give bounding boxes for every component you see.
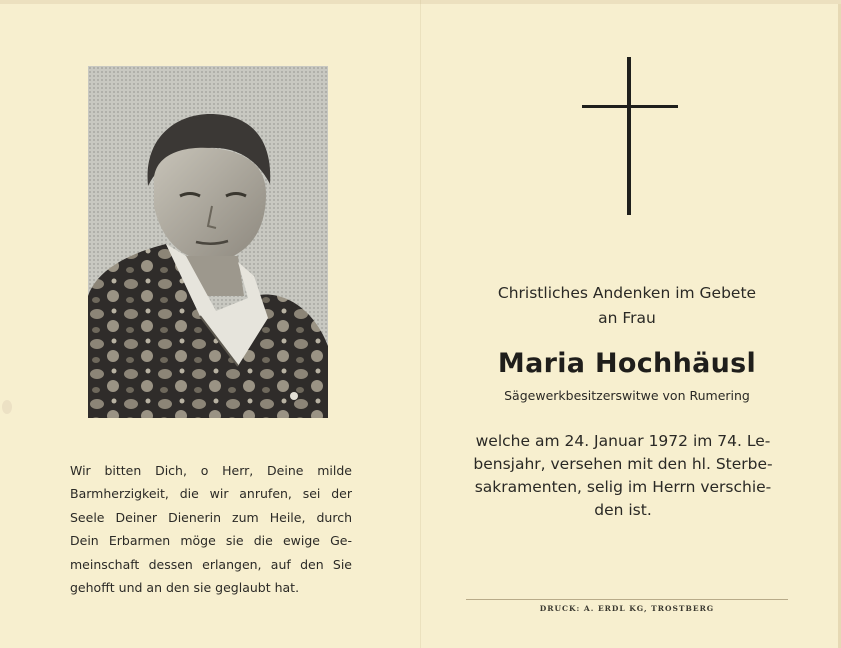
intro-line-1: Christliches Andenken im Gebete [497, 284, 757, 302]
portrait-photo [88, 66, 328, 418]
prayer-line: Seele Deiner Dienerin zum Heile, durch [70, 509, 352, 525]
printer-imprint: DRUCK: A. ERDL KG, TROSTBERG [539, 604, 715, 613]
paper-stain [2, 400, 12, 414]
death-notice-line: bensjahr, versehen mit den hl. Sterbe- [473, 455, 773, 473]
prayer-text [70, 459, 352, 599]
prayer-line: Wir bitten Dich, o Herr, Deine milde [70, 463, 352, 478]
prayer-line: gehofft und an den sie geglaubt hat. [70, 580, 300, 596]
intro-line-2: an Frau [598, 309, 656, 327]
deceased-occupation: Sägewerkbesitzerswitwe von Rumering [504, 388, 750, 403]
printer-divider [466, 599, 788, 600]
death-notice-line: sakramenten, selig im Herrn verschie- [474, 478, 772, 496]
memorial-intro [462, 281, 792, 331]
death-notice-line: welche am 24. Januar 1972 im 74. Le- [475, 432, 771, 450]
portrait-photo-illustration [88, 66, 328, 418]
prayer-line: meinschaft dessen erlangen, auf den Sie [70, 556, 352, 572]
death-notice-line: den ist. [594, 501, 652, 519]
cross-icon [582, 57, 678, 215]
cross-vertical-bar [627, 57, 631, 215]
prayer-line: Barmherzigkeit, die wir anrufen, sei der [70, 486, 352, 502]
card-fold-crease [420, 0, 421, 648]
cross-horizontal-bar [582, 105, 678, 108]
death-notice [464, 430, 782, 522]
deceased-name: Maria Hochhäusl [497, 348, 757, 379]
prayer-line: Dein Erbarmen möge sie die ewige Ge- [70, 533, 352, 549]
